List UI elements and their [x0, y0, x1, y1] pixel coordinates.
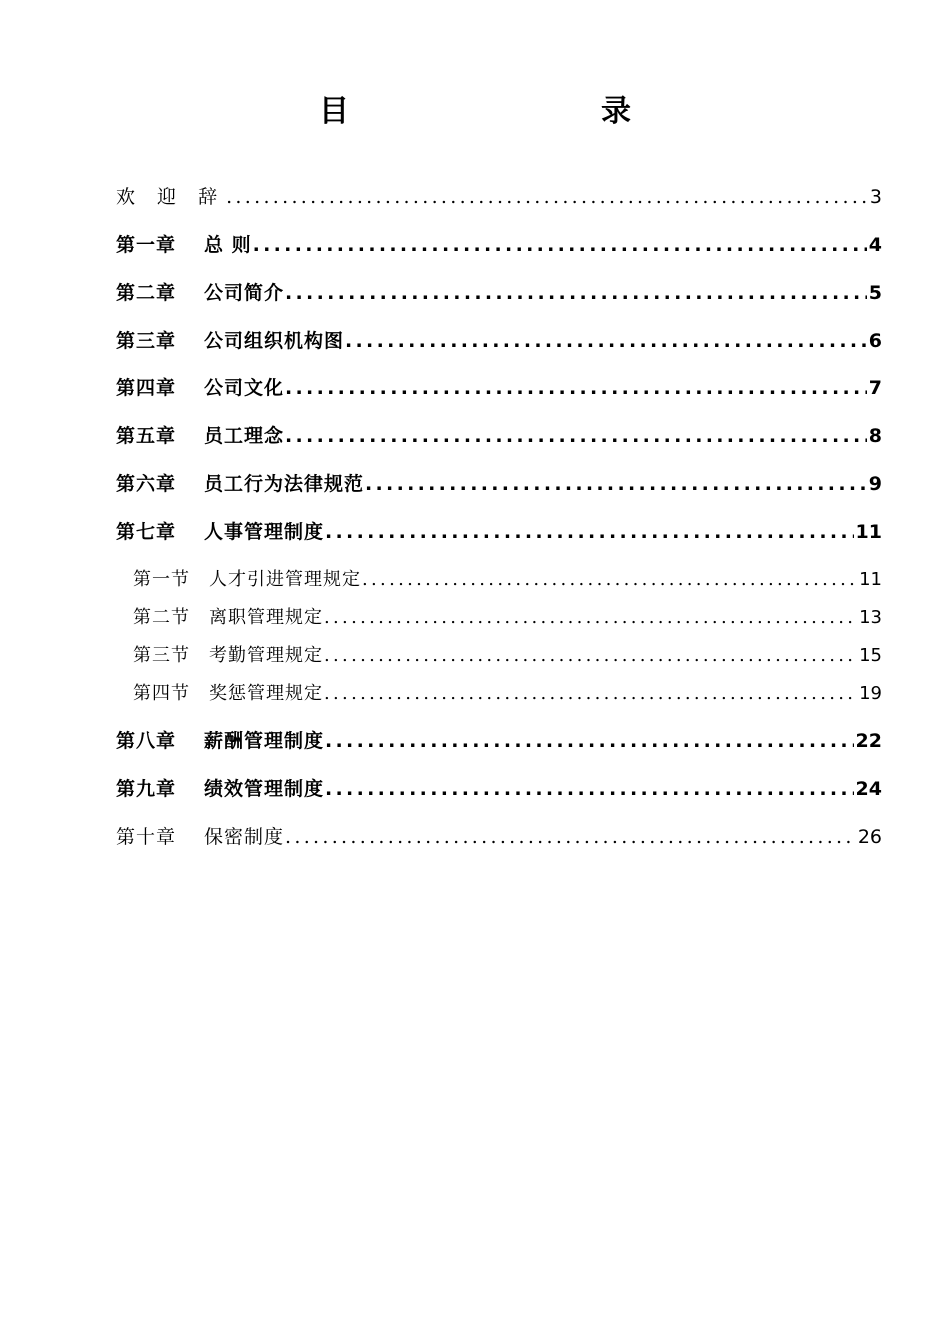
toc-entry-chapter-8[interactable]	[116, 726, 882, 753]
toc-page-number: 8	[868, 425, 882, 447]
toc-page-number: 15	[859, 645, 882, 666]
toc-page-number: 11	[855, 521, 882, 543]
toc-entry-chapter-5[interactable]	[116, 421, 882, 448]
toc-entry-label: 保密制度	[204, 826, 285, 848]
toc-page-number: 26	[857, 826, 882, 848]
toc-dot-leader	[324, 683, 857, 704]
toc-entry-number: 第六章	[116, 473, 177, 495]
toc-entry-chapter-3[interactable]	[116, 326, 882, 353]
toc-entry-label: 总 则	[204, 234, 252, 256]
toc-entry-number: 第七章	[116, 521, 177, 543]
toc-dot-leader	[226, 186, 868, 208]
toc-dot-leader	[362, 569, 857, 590]
toc-entry-number: 第三节	[133, 645, 190, 666]
toc-entry-label: 员工理念	[204, 425, 285, 447]
toc-page-number: 19	[859, 683, 882, 704]
toc-entry-label: 离职管理规定	[209, 607, 323, 628]
toc-page-number: 9	[868, 473, 882, 495]
toc-entry-number: 第八章	[116, 730, 177, 752]
toc-page-number: 6	[868, 330, 882, 352]
toc-entry-chapter-7[interactable]	[116, 517, 882, 544]
toc-dot-leader	[324, 607, 857, 628]
toc-page-number: 3	[869, 186, 882, 208]
toc-dot-leader	[285, 377, 867, 399]
toc-entry-chapter-9[interactable]	[116, 774, 882, 801]
toc-entry-number: 第二节	[133, 607, 190, 628]
toc-dot-leader	[345, 330, 867, 352]
toc-entry-number: 第一章	[116, 234, 177, 256]
toc-entry-label: 欢 迎 辞	[116, 186, 226, 208]
toc-entry-number: 第四章	[116, 377, 177, 399]
page-title: 目 录	[319, 94, 695, 129]
toc-page-number: 4	[868, 234, 882, 256]
toc-dot-leader	[365, 473, 867, 495]
toc-entry-chapter-4[interactable]	[116, 373, 882, 400]
toc-page-number: 11	[859, 569, 882, 590]
toc-page-number: 7	[868, 377, 882, 399]
toc-dot-leader	[325, 778, 854, 800]
toc-entry-label: 公司简介	[204, 282, 285, 304]
toc-page-number: 5	[868, 282, 882, 304]
toc-page-number: 22	[855, 730, 882, 752]
toc-dot-leader	[253, 234, 867, 256]
toc-entry-number: 第九章	[116, 778, 177, 800]
toc-entry-label: 公司组织机构图	[204, 330, 345, 352]
toc-dot-leader	[285, 425, 867, 447]
toc-page-number: 13	[859, 607, 882, 628]
toc-dot-leader	[324, 645, 857, 666]
toc-entry-chapter-10[interactable]	[116, 822, 882, 849]
toc-entry-number: 第五章	[116, 425, 177, 447]
toc-entry-section-7-1[interactable]	[133, 565, 882, 591]
toc-entry-chapter-1[interactable]	[116, 230, 882, 257]
toc-entry-label: 人事管理制度	[204, 521, 325, 543]
toc-entry-label: 考勤管理规定	[209, 645, 323, 666]
toc-entry-chapter-2[interactable]	[116, 278, 882, 305]
toc-entry-label: 人才引进管理规定	[209, 569, 361, 590]
toc-entry-section-7-3[interactable]	[133, 641, 882, 667]
toc-entry-number: 第一节	[133, 569, 190, 590]
toc-entry-label: 员工行为法律规范	[204, 473, 365, 495]
toc-entry-label: 公司文化	[204, 377, 285, 399]
toc-page-number: 24	[855, 778, 882, 800]
toc-dot-leader	[325, 521, 854, 543]
toc-entry-number: 第二章	[116, 282, 177, 304]
toc-entry-label: 绩效管理制度	[204, 778, 325, 800]
toc-entry-welcome[interactable]	[116, 182, 882, 209]
toc-dot-leader	[325, 730, 854, 752]
toc-entry-label: 奖惩管理规定	[209, 683, 323, 704]
toc-entry-chapter-6[interactable]	[116, 469, 882, 496]
toc-entry-number: 第四节	[133, 683, 190, 704]
toc-entry-number: 第三章	[116, 330, 177, 352]
toc-entry-label: 薪酬管理制度	[204, 730, 325, 752]
toc-dot-leader	[285, 282, 867, 304]
toc-entry-section-7-4[interactable]	[133, 679, 882, 705]
toc-entry-number: 第十章	[116, 826, 177, 848]
toc-entry-section-7-2[interactable]	[133, 603, 882, 629]
toc-dot-leader	[285, 826, 856, 848]
